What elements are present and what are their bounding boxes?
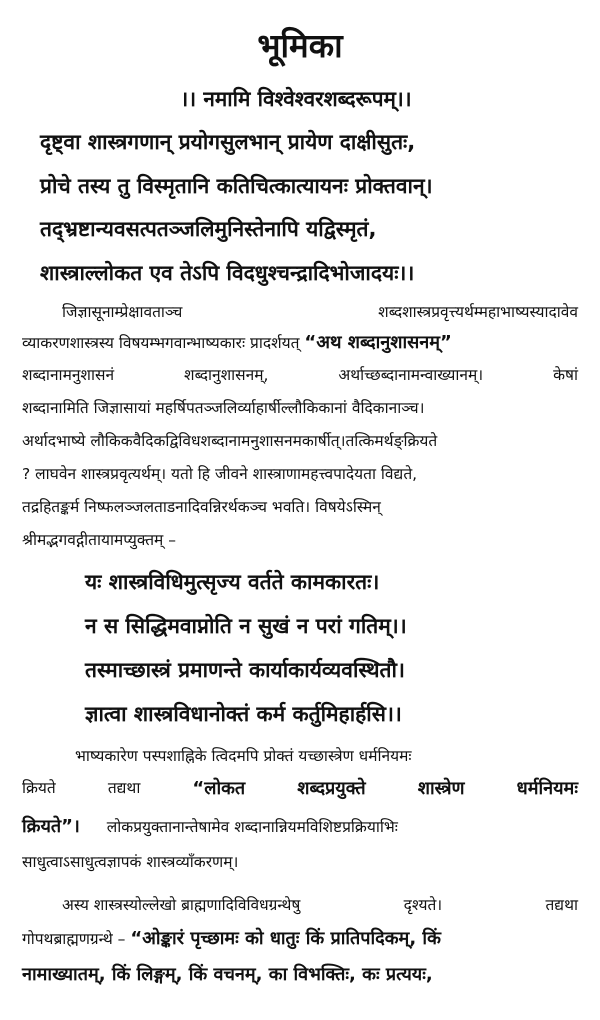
quoted-phrase: क्रियते”। <box>22 816 80 837</box>
paragraph-line <box>22 363 578 385</box>
text-segment: शब्दानामनुशासनं <box>22 366 115 384</box>
paragraph-line: तद्रहितङ्कर्म निष्फलञ्जलताडनादिवन्निरर्थकञ्च भवति। विषयेऽस्मिन् <box>22 498 381 516</box>
verse-invocation: ।। नमामि विश्वेश्वरशब्दरूपम्।। <box>180 87 412 111</box>
quoted-phrase: “ओङ्कारं पृच्छामः को धातुः किं प्रातिपदिकम्, किं <box>130 928 441 949</box>
text-segment: व्याकरणशास्त्रस्य विषयम्भगवान्भाष्यकारः प्रादर्शयत् <box>22 334 300 352</box>
verse-line: ज्ञात्वा शास्त्रविधानोक्तं कर्म कर्तुमिहार्हसि।। <box>85 702 402 726</box>
verse-line: शास्त्राल्लोकत एव तेऽपि विदधुश्चन्द्रादिभोजादयः।। <box>40 261 415 285</box>
text-segment: क्रियते <box>22 779 56 797</box>
paragraph-line: ? लाघवेन शास्त्रप्रवृत्यर्थम्। यतो हि जीवने शास्त्राणामहत्त्वपादेयता विद्यते, <box>22 465 418 483</box>
text-segment: गोपथब्राह्मणग्रन्थे – <box>22 930 126 948</box>
verse-line: दृष्ट्वा शास्त्रगणान् प्रयोगसुलभान् प्रायेण दाक्षीसुतः, <box>40 130 416 154</box>
quoted-phrase: शब्दप्रयुक्ते <box>297 778 366 799</box>
paragraph-line: अर्थादभाष्ये लौकिकवैदिकद्विविधशब्दानामनुशासनमकार्षीत्।तत्किमर्थङ्क्रियते <box>22 432 438 450</box>
verse-line: तद्भ्रष्टान्यवसत्पतञ्जलिमुनिस्तेनापि यद्विस्मृतं, <box>40 217 377 241</box>
quoted-phrase: “अथ शब्दानुशासनम्” <box>304 332 452 353</box>
text-segment: अस्य शास्त्रस्योल्लेखो ब्राह्मणादिविविधग्रन्थेषु <box>62 896 301 914</box>
verse-line: तस्माच्छास्त्रं प्रमाणन्ते कार्याकार्यव्यवस्थितौ। <box>85 658 405 682</box>
text-segment: तद्यथा <box>545 896 578 914</box>
quoted-phrase: शास्त्रेण <box>417 778 465 799</box>
paragraph-line <box>22 926 441 950</box>
text-segment: तद्यथा <box>107 779 141 797</box>
quoted-phrase: धर्मनियमः <box>516 778 578 799</box>
paragraph-line: साधुत्वाऽसाधुत्वज्ञापकं शास्त्रव्याँकरणम्। <box>22 853 239 871</box>
text-segment: लोकप्रयुक्तानान्तेषामेव शब्दानान्नियमविशिष्टप्रक्रियाभिः <box>106 818 398 836</box>
text-segment: अर्थाच्छब्दानामन्वाख्यानम्। <box>338 366 484 384</box>
paragraph-line: नामाख्यातम्, किं लिङ्गम्, किं वचनम्, का विभक्तिः, कः प्रत्ययः, <box>22 964 433 985</box>
paragraph-line <box>22 776 578 800</box>
paragraph-line: शब्दानामिति जिज्ञासायां महर्षिपतञ्जलिर्व्याहार्षील्लौकिकानां वैदिकानाञ्च। <box>22 399 425 417</box>
page-title: भूमिका <box>257 26 343 65</box>
verse-line: यः शास्त्रविधिमुत्सृज्य वर्तते कामकारतः। <box>85 570 380 594</box>
paragraph-line <box>22 814 398 838</box>
text-segment: जिज्ञासूनाम्प्रेक्षावताञ्च <box>62 303 183 321</box>
verse-line: न स सिद्धिमवाप्नोति न सुखं न परां गतिम्।। <box>85 614 407 638</box>
text-segment: शब्दानुशासनम्, <box>184 366 269 384</box>
verse-line: प्रोचे तस्य तु विस्मृतानि कतिचित्कात्यायनः प्रोक्तवान्। <box>40 174 433 198</box>
paragraph-line <box>22 330 452 354</box>
paragraph-line <box>22 893 578 915</box>
paragraph-line <box>22 300 578 322</box>
quoted-phrase: “लोकत <box>192 778 246 799</box>
text-segment: शब्दशास्त्रप्रवृत्त्यर्थम्महाभाष्यस्यादावेव <box>378 303 578 321</box>
paragraph-line: श्रीमद्भगवद्गीतायामप्युक्तम् – <box>22 531 176 549</box>
text-segment: दृश्यते। <box>403 896 443 914</box>
paragraph-line: भाष्यकारेण पस्पशाह्निके त्विदमपि प्रोक्तं यच्छास्त्रेण धर्मनियमः <box>75 747 412 765</box>
text-segment: केषां <box>553 366 578 384</box>
